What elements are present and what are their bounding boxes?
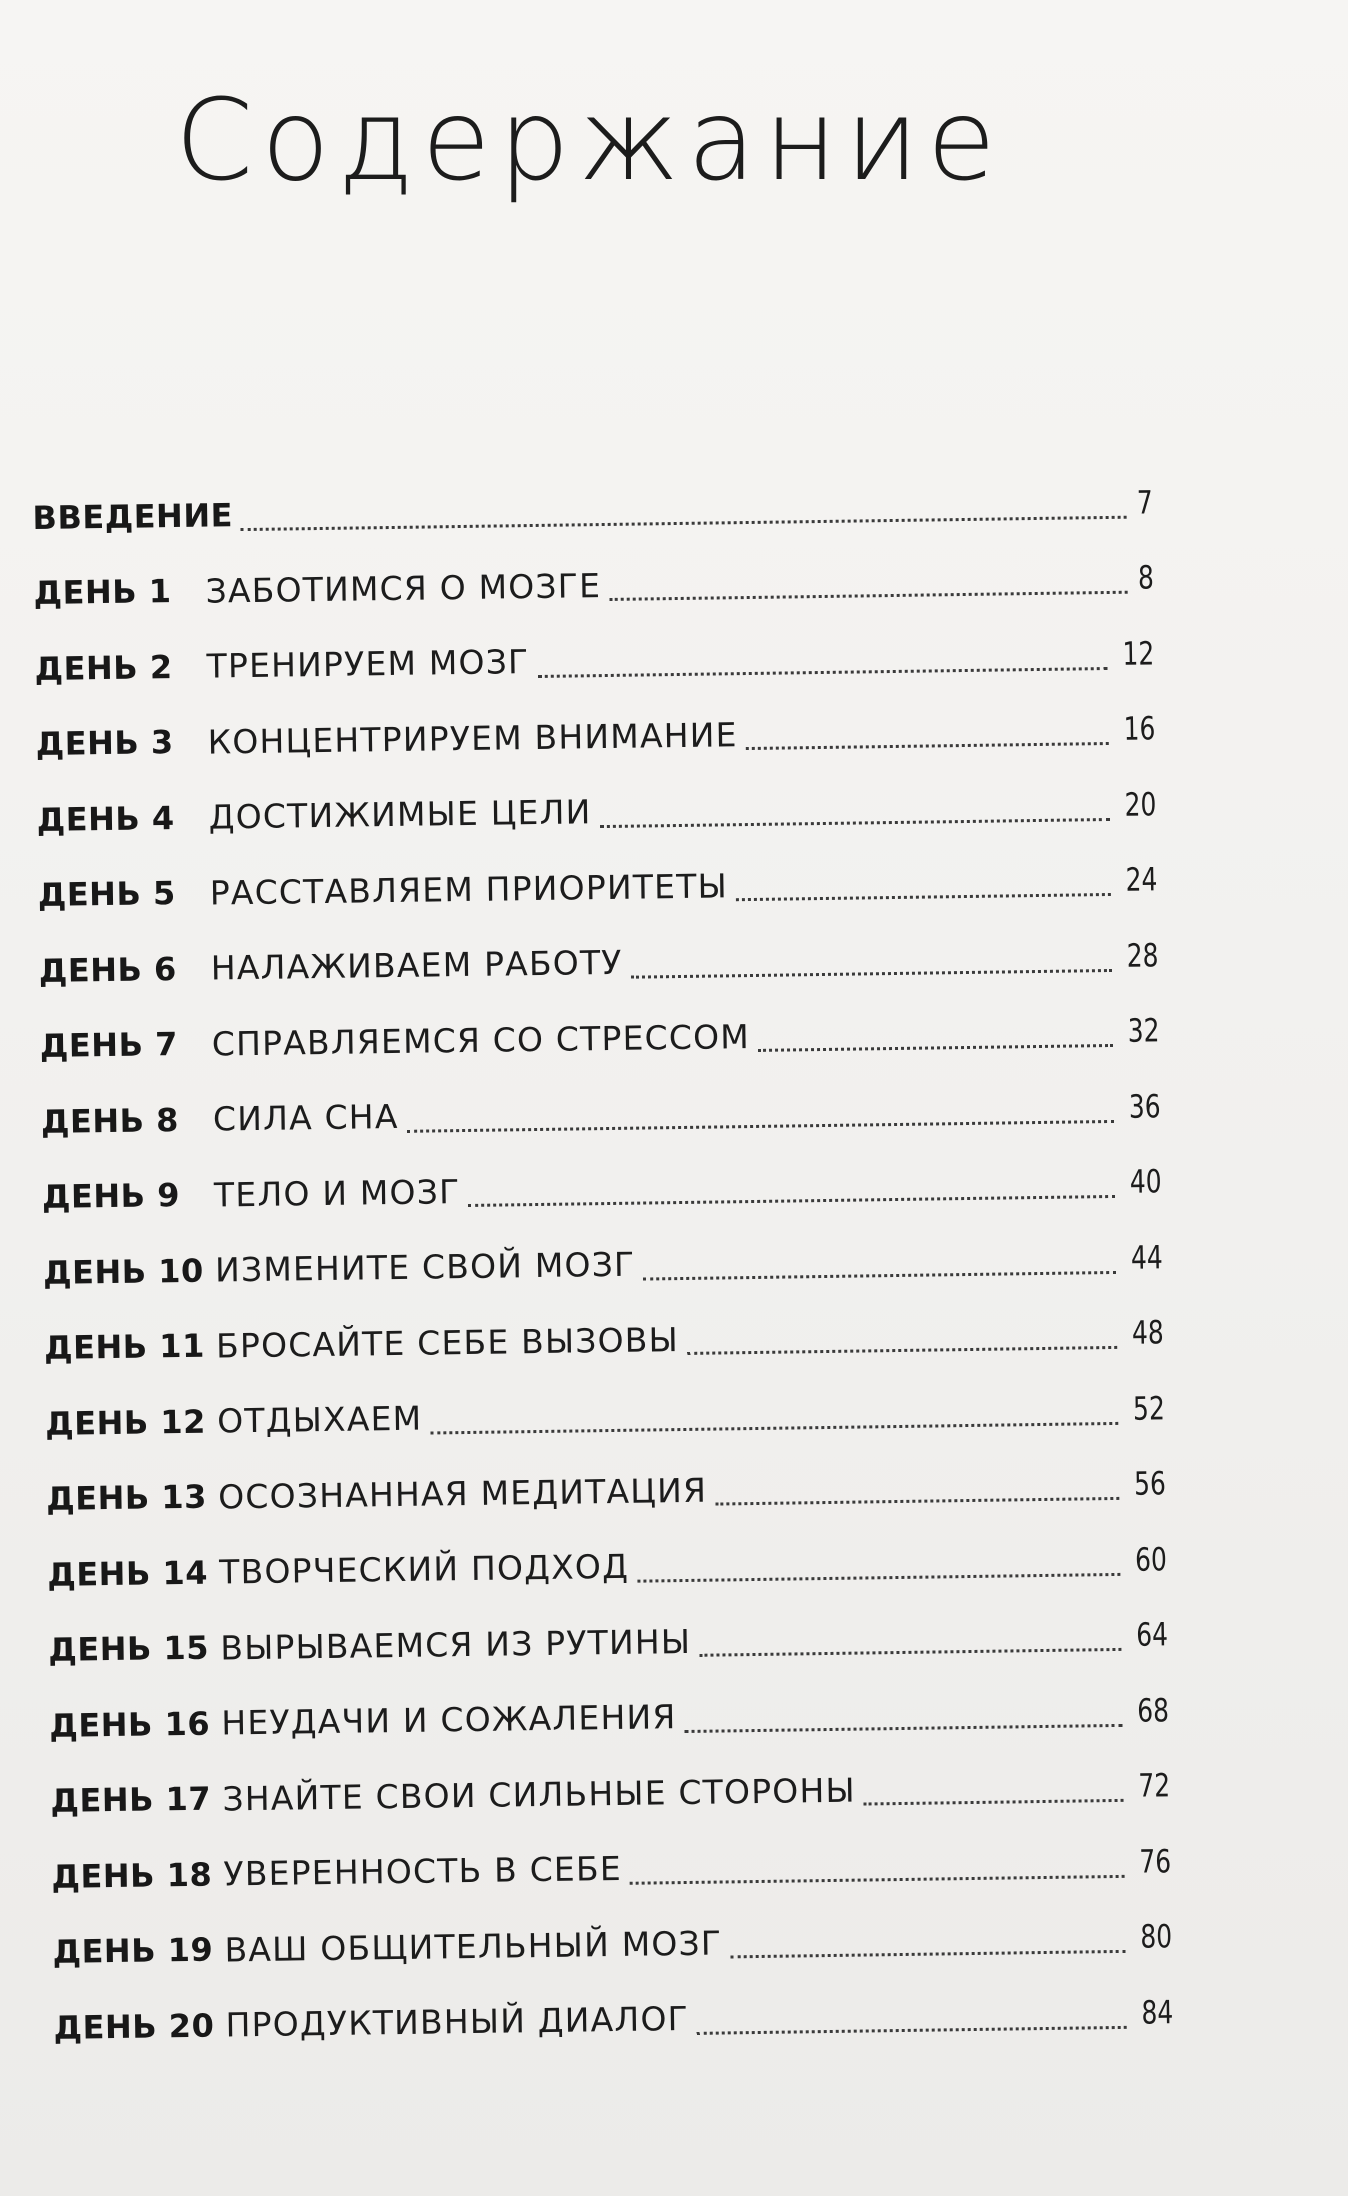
toc-page-number: 48: [1131, 1313, 1165, 1352]
toc-chapter-title: НАЛАЖИВАЕМ РАБОТУ: [210, 943, 623, 988]
dot-leader: [469, 1195, 1116, 1207]
toc-page-number: 36: [1128, 1087, 1162, 1126]
toc-page-number: 72: [1138, 1766, 1171, 1805]
toc-page-number: 7: [1136, 483, 1153, 522]
toc-day-label: ДЕНЬ 15: [48, 1628, 210, 1670]
toc-page-number: 44: [1130, 1238, 1164, 1277]
toc-chapter-title: ТЕЛО И МОЗГ: [213, 1171, 461, 1215]
dot-leader: [758, 1044, 1113, 1052]
dot-leader: [697, 2025, 1127, 2034]
dot-leader: [736, 893, 1111, 901]
dot-leader: [715, 1497, 1119, 1506]
toc-day-label: ДЕНЬ 2: [34, 647, 173, 688]
toc-chapter-title: ТРЕНИРУЕМ МОЗГ: [206, 642, 530, 686]
toc-page-number: 60: [1135, 1540, 1168, 1579]
toc-page-number: 40: [1129, 1162, 1163, 1201]
dot-leader: [730, 1950, 1126, 1959]
toc-day-label: ДЕНЬ 16: [49, 1704, 211, 1745]
toc-chapter-title: НЕУДАЧИ И СОЖАЛЕНИЯ: [221, 1697, 677, 1743]
toc-chapter-title: УВЕРЕННОСТЬ В СЕБЕ: [223, 1849, 623, 1894]
toc-chapter-title: РАССТАВЛЯЕМ ПРИОРИТЕТЫ: [209, 866, 729, 913]
toc-day-label: ДЕНЬ 10: [42, 1251, 205, 1292]
toc-chapter-title: ОТДЫХАЕМ: [216, 1398, 423, 1441]
toc-page-number: 68: [1137, 1690, 1170, 1730]
toc-page-number: 84: [1141, 1992, 1174, 2032]
dot-leader: [631, 968, 1112, 978]
toc-chapter-title: БРОСАЙТЕ СЕБЕ ВЫЗОВЫ: [215, 1319, 680, 1366]
toc-chapter-title: ВЫРЫВАЕМСЯ ИЗ РУТИНЫ: [220, 1621, 692, 1668]
toc-day-label: ДЕНЬ 3: [35, 723, 174, 764]
toc-page-number: 16: [1123, 709, 1156, 749]
toc-page-number: 24: [1125, 860, 1158, 900]
toc-day-label: ДЕНЬ 17: [50, 1779, 212, 1821]
toc-page-number: 20: [1124, 785, 1157, 824]
toc-page-number: 32: [1127, 1011, 1161, 1050]
dot-leader: [699, 1648, 1121, 1657]
toc-day-label: ДЕНЬ 14: [47, 1553, 209, 1594]
toc-day-label: ДЕНЬ 12: [44, 1402, 207, 1443]
toc-day-label: ДЕНЬ 7: [39, 1025, 179, 1066]
toc-day-label: ДЕНЬ 9: [41, 1176, 181, 1217]
dot-leader: [430, 1421, 1118, 1434]
toc-day-label: ДЕНЬ 18: [51, 1855, 213, 1896]
dot-leader: [538, 666, 1109, 677]
toc-page-number: 76: [1139, 1841, 1172, 1881]
toc-entry: [53, 1974, 1174, 2065]
dot-leader: [685, 1723, 1123, 1732]
toc-chapter-title: ИЗМЕНИТЕ СВОЙ МОЗГ: [214, 1244, 636, 1290]
toc-day-label: ДЕНЬ 8: [40, 1100, 180, 1141]
toc-page-number: 28: [1126, 936, 1160, 975]
dot-leader: [630, 1874, 1125, 1884]
toc-day-label: ДЕНЬ 4: [36, 798, 175, 839]
toc-chapter-title: ДОСТИЖИМЫЕ ЦЕЛИ: [208, 792, 592, 837]
toc-day-label: ДЕНЬ 19: [52, 1930, 214, 1972]
dot-leader: [241, 515, 1126, 530]
toc-entry-label: ВВЕДЕНИЕ: [32, 495, 234, 537]
toc-chapter-title: ОСОЗНАННАЯ МЕДИТАЦИЯ: [217, 1470, 708, 1517]
dot-leader: [644, 1270, 1117, 1280]
toc-chapter-title: ТВОРЧЕСКИЙ ПОДХОД: [218, 1547, 630, 1592]
toc-day-label: ДЕНЬ 20: [53, 2006, 215, 2047]
toc-chapter-title: СИЛА СНА: [212, 1097, 399, 1139]
toc-page-number: 80: [1140, 1917, 1173, 1956]
toc-chapter-title: ЗАБОТИМСЯ О МОЗГЕ: [205, 565, 602, 611]
toc-day-label: ДЕНЬ 1: [33, 572, 172, 613]
dot-leader: [609, 591, 1127, 601]
toc-day-label: ДЕНЬ 6: [38, 949, 178, 990]
dot-leader: [746, 742, 1109, 750]
toc-page-number: 64: [1136, 1615, 1169, 1654]
page-title: Содержание: [175, 76, 1004, 206]
dot-leader: [687, 1346, 1117, 1355]
dot-leader: [864, 1799, 1124, 1806]
toc-day-label: ДЕНЬ 13: [45, 1477, 208, 1519]
toc-chapter-title: ВАШ ОБЩИТЕЛЬНЫЙ МОЗГ: [224, 1923, 723, 1970]
toc-chapter-title: КОНЦЕНТРИРУЕМ ВНИМАНИЕ: [207, 714, 738, 762]
toc-page-number: 56: [1134, 1464, 1167, 1503]
table-of-contents: [32, 464, 1174, 2065]
toc-chapter-title: ЗНАЙТЕ СВОИ СИЛЬНЫЕ СТОРОНЫ: [222, 1770, 857, 1819]
toc-chapter-title: ПРОДУКТИВНЫЙ ДИАЛОГ: [225, 1999, 690, 2045]
toc-day-label: ДЕНЬ 11: [43, 1326, 206, 1368]
toc-page-number: 8: [1137, 558, 1154, 597]
toc-chapter-title: СПРАВЛЯЕМСЯ СО СТРЕССОМ: [211, 1016, 751, 1064]
toc-page-number: 52: [1133, 1389, 1166, 1428]
toc-day-label: ДЕНЬ 5: [37, 874, 176, 915]
toc-page-number: 12: [1122, 634, 1155, 673]
dot-leader: [600, 817, 1110, 827]
dot-leader: [407, 1119, 1115, 1132]
dot-leader: [637, 1572, 1120, 1582]
